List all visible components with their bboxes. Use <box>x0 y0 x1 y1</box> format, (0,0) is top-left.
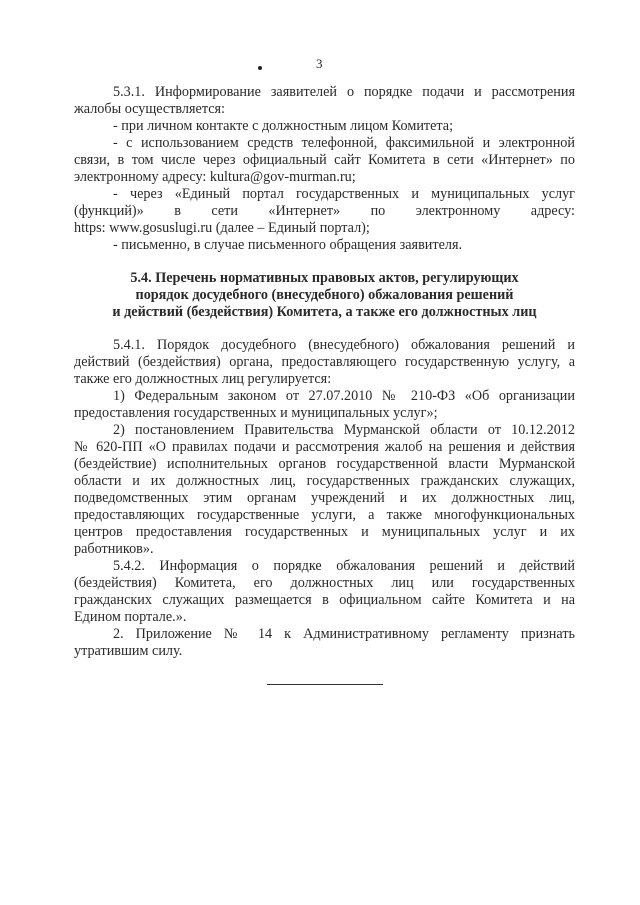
paragraph-542-line: Едином портале.». <box>74 609 187 625</box>
law-item-2: 2) постановлением Правительства Мурманской области от 10.12.2012 <box>113 422 575 438</box>
end-divider <box>267 684 383 685</box>
list-item-personal-contact: - при личном контакте с должностным лицом Комитета; <box>113 118 454 134</box>
law-item-2-cont: (бездействие) исполнительных органов государственной власти Мурманской <box>74 456 575 472</box>
list-item-portal-cont: (функций)» в сети «Интернет» по электронному адресу: <box>74 203 575 219</box>
list-item-written: - письменно, в случае письменного обращения заявителя. <box>113 237 463 253</box>
paragraph-531-line: 5.3.1. Информирование заявителей о порядке подачи и рассмотрения <box>113 84 575 100</box>
law-item-1: 1) Федеральным законом от 27.07.2010 № 210-ФЗ «Об организации <box>113 388 575 404</box>
law-item-2-cont: № 620-ПП «О правилах подачи и рассмотрения жалоб на решения и действия <box>74 439 575 455</box>
law-item-2-cont: центров предоставления государственных и муниципальных услуг и их <box>74 524 575 540</box>
law-item-2-end: работников». <box>74 541 154 557</box>
list-item-electronic-email: электронному адресу: kultura@gov-murman.ru; <box>74 169 356 185</box>
law-item-2-cont: области и их должностных лиц, государственных гражданских служащих, <box>74 473 575 489</box>
paragraph-item-2: 2. Приложение № 14 к Административному регламенту признать <box>113 626 575 642</box>
law-item-2-cont: подведомственных этим органам учреждений и их должностных лиц, <box>74 490 575 506</box>
paragraph-542-line: гражданских служащих размещается в официальном сайте Комитета и на <box>74 592 575 608</box>
list-item-electronic-cont: связи, в том числе через официальный сайт Комитета в сети «Интернет» по <box>74 152 575 168</box>
list-item-electronic: - с использованием средств телефонной, факсимильной и электронной <box>113 135 575 151</box>
list-item-portal: - через «Единый портал государственных и муниципальных услуг <box>113 186 575 202</box>
paragraph-542-line: 5.4.2. Информация о порядке обжалования решений и действий <box>113 558 575 574</box>
paragraph-531-line: жалобы осуществляется: <box>74 101 225 117</box>
page-mark <box>258 66 262 70</box>
section-heading-line: порядок досудебного (внесудебного) обжалования решений <box>135 287 514 303</box>
section-heading-line: 5.4. Перечень нормативных правовых актов, регулирующих <box>130 270 519 286</box>
paragraph-item-2-end: утратившим силу. <box>74 643 183 659</box>
paragraph-541-line: действий (бездействия) органа, предоставляющего государственную услугу, а <box>74 354 575 370</box>
section-heading-line: и действий (бездействия) Комитета, а также его должностных лиц <box>112 304 537 320</box>
paragraph-542-line: (бездействия) Комитета, его должностных лиц или государственных <box>74 575 575 591</box>
page-number: 3 <box>316 56 323 71</box>
list-item-portal-url: https: www.gosuslugi.ru (далее – Единый портал); <box>74 220 370 236</box>
paragraph-541-line: 5.4.1. Порядок досудебного (внесудебного) обжалования решений и <box>113 337 575 353</box>
law-item-2-cont: предоставляющих государственные услуги, а также многофункциональных <box>74 507 575 523</box>
law-item-1-cont: предоставления государственных и муниципальных услуг»; <box>74 405 438 421</box>
paragraph-541-line: также его должностных лиц регулируется: <box>74 371 332 387</box>
